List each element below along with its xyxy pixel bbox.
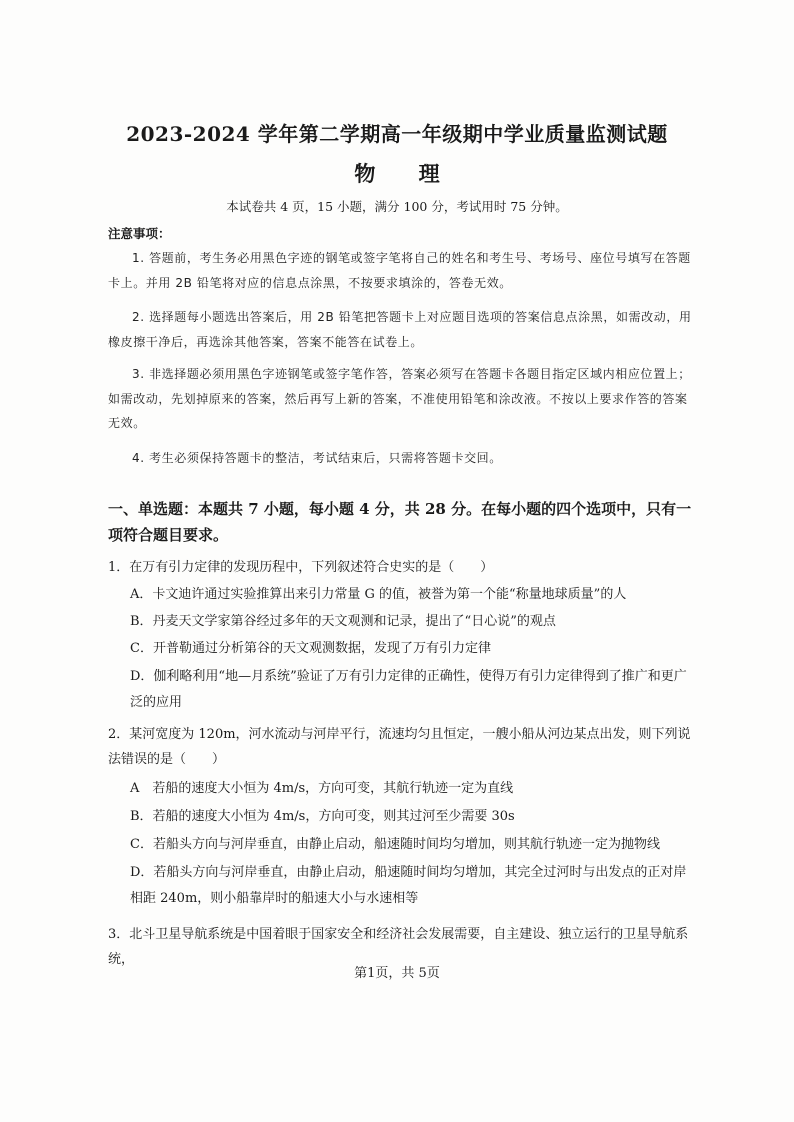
question-1-option-c — [130, 636, 692, 662]
notice-item-text: 1. 答题前，考生务必用黑色字迹的钢笔或签字笔将自己的姓名和考生号、考场号、座位号填写在答题卡上。并用 2B 铅笔将对应的信息点涂黑，不按要求填涂的，答卷无效。 — [108, 251, 691, 290]
question-2-stem — [108, 722, 692, 772]
notice-heading: 注意事项： — [108, 226, 171, 241]
question-1-option-b — [130, 609, 692, 635]
notice-item — [108, 446, 692, 471]
question-2-option-b — [130, 804, 692, 830]
question-text: 1．在万有引力定律的发现历程中，下列叙述符合史实的是（ ） — [108, 560, 494, 575]
option-text: A．卡文迪许通过实验推算出来引力常量 G 的值，被誉为第一个能“称量地球质量”的人 — [130, 587, 627, 602]
option-text: D．伽利略利用“地—月系统”验证了万有引力定律的正确性，使得万有引力定律得到了推广和更广泛的应用 — [130, 669, 687, 710]
notice-item-text: 4. 考生必须保持答题卡的整洁，考试结束后，只需将答题卡交回。 — [132, 451, 502, 465]
question-1-option-d — [130, 664, 692, 716]
option-text: C．若船头方向与河岸垂直，由静止启动，船速随时间均匀增加，则其航行轨迹一定为抛物线 — [130, 837, 660, 852]
exam-info: 本试卷共 4 页，15 小题，满分 100 分，考试用时 75 分钟。 — [226, 199, 568, 214]
option-text: C．开普勒通过分析第谷的天文观测数据，发现了万有引力定律 — [130, 641, 491, 656]
question-1-stem — [108, 555, 692, 580]
option-text: A 若船的速度大小恒为 4m/s，方向可变，其航行轨迹一定为直线 — [130, 781, 514, 796]
question-2-option-c — [130, 832, 692, 858]
question-2-option-d — [130, 860, 692, 912]
notice-item — [108, 246, 692, 295]
section-heading: 一、单选题：本题共 7 小题，每小题 4 分，共 28 分。在每小题的四个选项中，只有一项符合题目要求。 — [108, 500, 692, 544]
exam-title: 2023-2024 学年第二学期高一年级期中学业质量监测试题 — [126, 122, 668, 146]
notice-item — [108, 362, 692, 436]
question-text: 2．某河宽度为 120m，河水流动与河岸平行，流速均匀且恒定，一艘小船从河边某点出发，则下列说法错误的是（ ） — [108, 727, 691, 767]
page-number: 第1页，共 5页 — [354, 966, 440, 981]
subject-title: 物 理 — [354, 161, 458, 186]
question-text: 3．北斗卫星导航系统是中国着眼于国家安全和经济社会发展需要，自主建设、独立运行的卫星导航系统， — [108, 927, 689, 967]
option-text: D．若船头方向与河岸垂直，由静止启动，船速随时间均匀增加，其完全过河时与出发点的正对岸相距 240m，则小船靠岸时的船速大小与水速相等 — [130, 865, 687, 906]
option-text: B．丹麦天文学家第谷经过多年的天文观测和记录，提出了“日心说”的观点 — [130, 614, 556, 629]
notice-item-text: 3. 非选择题必须用黑色字迹钢笔或签字笔作答，答案必须写在答题卡各题目指定区域内相应位置上；如需改动，先划掉原来的答案，然后再写上新的答案，不准使用铅笔和涂改液。不按以上要求作答的答案无效。 — [108, 367, 691, 430]
notice-item-text: 2. 选择题每小题选出答案后，用 2B 铅笔把答题卡上对应题目选项的答案信息点涂黑，如需改动，用橡皮擦干净后，再选涂其他答案，答案不能答在试卷上。 — [108, 310, 692, 349]
notice-item — [108, 305, 692, 354]
option-text: B．若船的速度大小恒为 4m/s，方向可变，则其过河至少需要 30s — [130, 809, 515, 824]
question-1-option-a — [130, 582, 692, 608]
question-2-option-a — [130, 776, 692, 802]
